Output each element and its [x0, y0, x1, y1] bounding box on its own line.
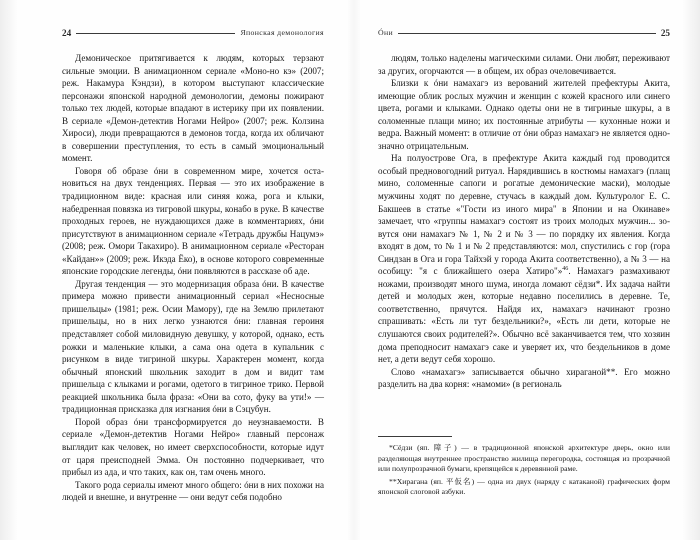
paragraph-part: На полуострове Ога, в префектуре Акита каждый год проводится особый предновогодний ритуал. Нарядившись в костюмы намахагэ (плащ мино, соломенные сапоги и рогатые демонические маски), молодые мужчины ходят по деревне, стучась в каждый дом. Культуролог Е. С. Бакшеев в статье «"Гости из иного мира" в Японии и на Окинаве» замечает, что «группы намахагэ состоят из троих молодых мужчин... зовутся они намахагэ № 1, № 2 и № 3 — по порядку их явления. Когда входят в дом, то № 1 и № 2 представляются: мол, спустились с гор (гора Синдзан в Ога и гора Тайхэй у города Акита соответственно), а № 3 — на особицу: "я с ближайшего озера Хатиро"»: [378, 153, 670, 277]
footnote-lang-label: (яп.: [430, 476, 446, 486]
right-page-number: 25: [660, 27, 670, 38]
right-running-head: [378, 26, 670, 39]
left-page-number: 24: [62, 27, 72, 38]
running-head-rule: [76, 33, 235, 34]
right-column-text: [378, 52, 670, 391]
footnote-marker: **: [389, 476, 397, 486]
paragraph: Близки к óни намахагэ из верований жителей префектуры Акита, имеющие облик рослых мужчин и женщин с кожей красного или синего цвета, рогами и клыками. Однако одеты они не в тигриные шкуры, а в соломенные плащи мино; их постоянные атрибуты — кухонные ножи и ведра. Важный момент: в отличие от óни образ намахагэ не является однозначно отрицательным.: [378, 78, 670, 151]
footnote-lang-close: ): [454, 443, 457, 453]
paragraph: [378, 152, 670, 365]
endnote-reference: 46: [562, 266, 569, 273]
left-column-text: [62, 52, 324, 504]
right-page: [350, 0, 700, 540]
running-head-rule: [398, 33, 656, 34]
paragraph: Слово «намахагэ» записывается обычно хираганой**. Его можно разделить на два корня: «намоми» (в региональ: [378, 366, 670, 390]
footnote-lang-label: (яп.: [417, 443, 434, 453]
footnote-area: [378, 436, 670, 500]
footnote-term: Сёдзи: [392, 443, 413, 453]
paragraph: Такого рода сериалы имеют много общего: óни в них похожи на людей и внешне, и внутренне — они ведут себя подобно: [62, 479, 324, 503]
left-running-title: Японская демонология: [240, 28, 324, 37]
footnote-term: Хирагана: [396, 476, 428, 486]
footnote-list: [378, 443, 670, 498]
footnote-separator-rule: [378, 436, 452, 437]
paragraph: людям, только наделены магическими силами. Они любят, переживают за других, огорчаются — в общем, их образ очеловечивается.: [378, 53, 670, 76]
footnote-lang-close: ): [471, 476, 475, 486]
footnote-marker: *: [389, 443, 393, 453]
footnote-kanji: 障子: [433, 443, 455, 453]
footnote-text: — одна из двух (наряду с катаканой) графических форм японской слоговой азбуки.: [378, 476, 670, 497]
paragraph: Говоря об образе óни в современном мире, хочется остановиться на двух тенденциях. Первая — это их изображение в традиционном виде: красная или синяя кожа, рога и клыки, набедренная повязка из тигровой шкуры, конабо в руке. В качестве проходных героев, не нуждающихся даже в комментариях, óни присутствуют в анимационном сериале «Тетрадь дружбы Нацумэ» (2008; реж. Омори Такахиро). В анимационном сериале «Ресторан «Кайдан»» (2009; реж. Икэда Ёко), в основе которого современные японские городские легенды, óни появляются в рассказе об аде.: [62, 165, 324, 277]
paragraph-part: . Намахагэ размахивают ножами, производят много шума, иногда ломают сёдзи*. Их задача найти детей и молодых жен, которые недавно поселились в деревне. Те, соответственно, прячутся. Найдя их, намахагэ начинают грозно спрашивать: «Есть ли тут бездельники?», «Есть ли дети, которые не слушаются своих родителей?». Обычно всё заканчивается тем, что хозяин дома преподносит намахагэ саке и уверяет их, что бездельников в доме нет, а дети ведут себя хорошо.: [378, 266, 670, 365]
footnote: [378, 477, 670, 498]
paragraph: Другая тенденция — это модернизация образа óни. В качестве примера можно привести анимационный сериал «Несносные пришельцы» (1981; реж. Осии Мамору), где на Землю прилетают пришельцы, но в них легко узнаются óни: главная героиня представляет собой миловидную девушку, у которой, однако, есть рожки и маленькие клыки, а сама она одета в купальник с рисунком в виде тигриной шкуры. Характерен момент, когда обычный японский школьник заходит в дом и видит там пришельца с клыками и рогами, одетого в тигриное трико. Первой реакцией школьника была фраза: «Они ва сото, фуку ва ути!» — традиционная присказка для изгнания óни в Сэцубун.: [62, 278, 324, 415]
footnote-kanji: 平仮名: [445, 476, 472, 486]
footnote-text: — в традиционной японской архитектуре дверь, окно или разделяющая внутреннее пространство жилища перегородка, состоящая из прозрачной или полупрозрачной бумаги, крепящейся к деревянной раме.: [378, 443, 670, 474]
left-running-head: [62, 26, 324, 39]
footnote: [378, 443, 670, 475]
right-running-title: Óни: [378, 28, 394, 37]
paragraph: Порой образ óни трансформируется до неузнаваемости. В сериале «Демон-детектив Ногами Нейро» главный персонаж выглядит как человек, но имеет сверхспособности, которые идут от царя преисподней Эмма. Он постоянно подчеркивает, что прибыл из ада, и что таких, как он, там очень много.: [62, 416, 324, 478]
paragraph: Демоническое притягивается к людям, которых терзают сильные эмоции. В анимационном сериале «Моно-но кэ» (2007; реж. Накамура Кэндзи), в котором выступают классические персонажи японской народной демонологии, демоны пожирают только тех людей, которые впадают в истерику при их появлении. В сериале «Демон-детектив Ногами Нейро» (2007; реж. Колзина Хироси), люди превращаются в демонов тогда, когда их обличают в совершении преступления, то есть в самый эмоциональный момент.: [62, 53, 324, 164]
